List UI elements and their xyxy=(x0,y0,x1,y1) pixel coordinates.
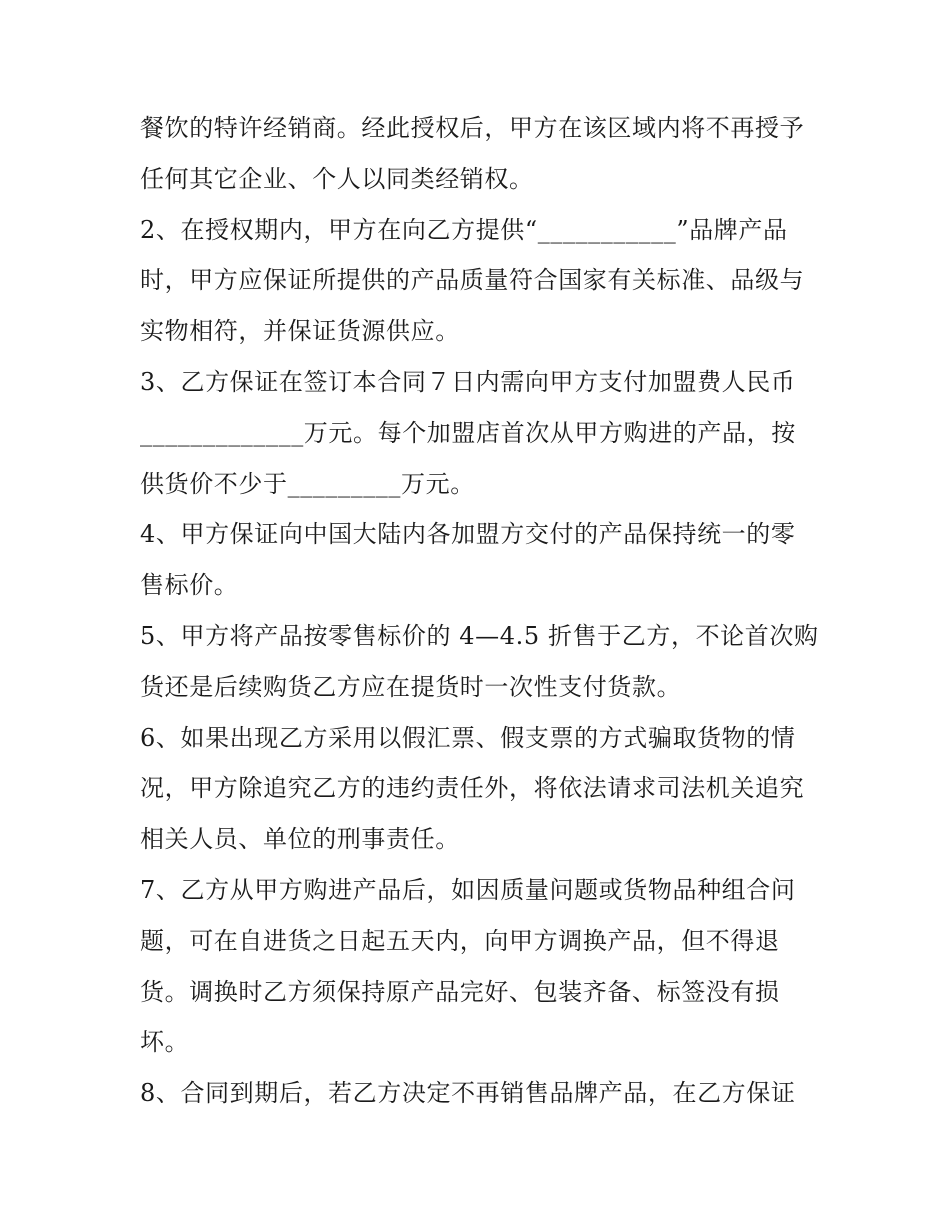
text-line: 坏。 xyxy=(140,1028,190,1057)
text-line: 餐饮的特许经销商。经此授权后，甲方在该区域内将不再授予 xyxy=(140,114,805,142)
text-line: 相关人员、单位的刑事责任。 xyxy=(140,825,460,854)
text-line: 任何其它企业、个人以同类经销权。 xyxy=(140,164,534,193)
clause-8-line: 8、合同到期后，若乙方决定不再销售品牌产品，在乙方保证 xyxy=(140,1079,796,1108)
document-body xyxy=(140,103,830,1119)
text-line: 时，甲方应保证所提供的产品质量符合国家有关标准、品级与 xyxy=(140,266,805,295)
clause-2-line: 2、在授权期内，甲方在向乙方提供“___________”品牌产品 xyxy=(140,215,788,244)
clause-3-line: 3、乙方保证在签订本合同７日内需向甲方支付加盟费人民币 xyxy=(140,367,796,396)
text-line: 况，甲方除追究乙方的违约责任外，将依法请求司法机关追究 xyxy=(140,774,805,803)
text-line: 题，可在自进货之日起五天内，向甲方调换产品，但不得退 xyxy=(140,926,780,955)
text-line: 供货价不少于_________万元。 xyxy=(140,469,475,498)
text-line: 实物相符，并保证货源供应。 xyxy=(140,317,460,346)
text-line: 售标价。 xyxy=(140,571,239,600)
text-line: 货。调换时乙方须保持原产品完好、包装齐备、标签没有损 xyxy=(140,977,780,1006)
clause-4-line: 4、甲方保证向中国大陆内各加盟方交付的产品保持统一的零 xyxy=(140,520,796,549)
clause-7-line: 7、乙方从甲方购进产品后，如因质量问题或货物品种组合问 xyxy=(140,875,796,904)
clause-6-line: 6、如果出现乙方采用以假汇票、假支票的方式骗取货物的情 xyxy=(140,723,796,752)
text-line: 货还是后续购货乙方应在提货时一次性支付货款。 xyxy=(140,672,682,701)
clause-5-line: 5、甲方将产品按零售标价的 4—4.5 折售于乙方，不论首次购 xyxy=(140,621,819,650)
text-line: _____________万元。每个加盟店首次从甲方购进的产品，按 xyxy=(140,418,796,447)
